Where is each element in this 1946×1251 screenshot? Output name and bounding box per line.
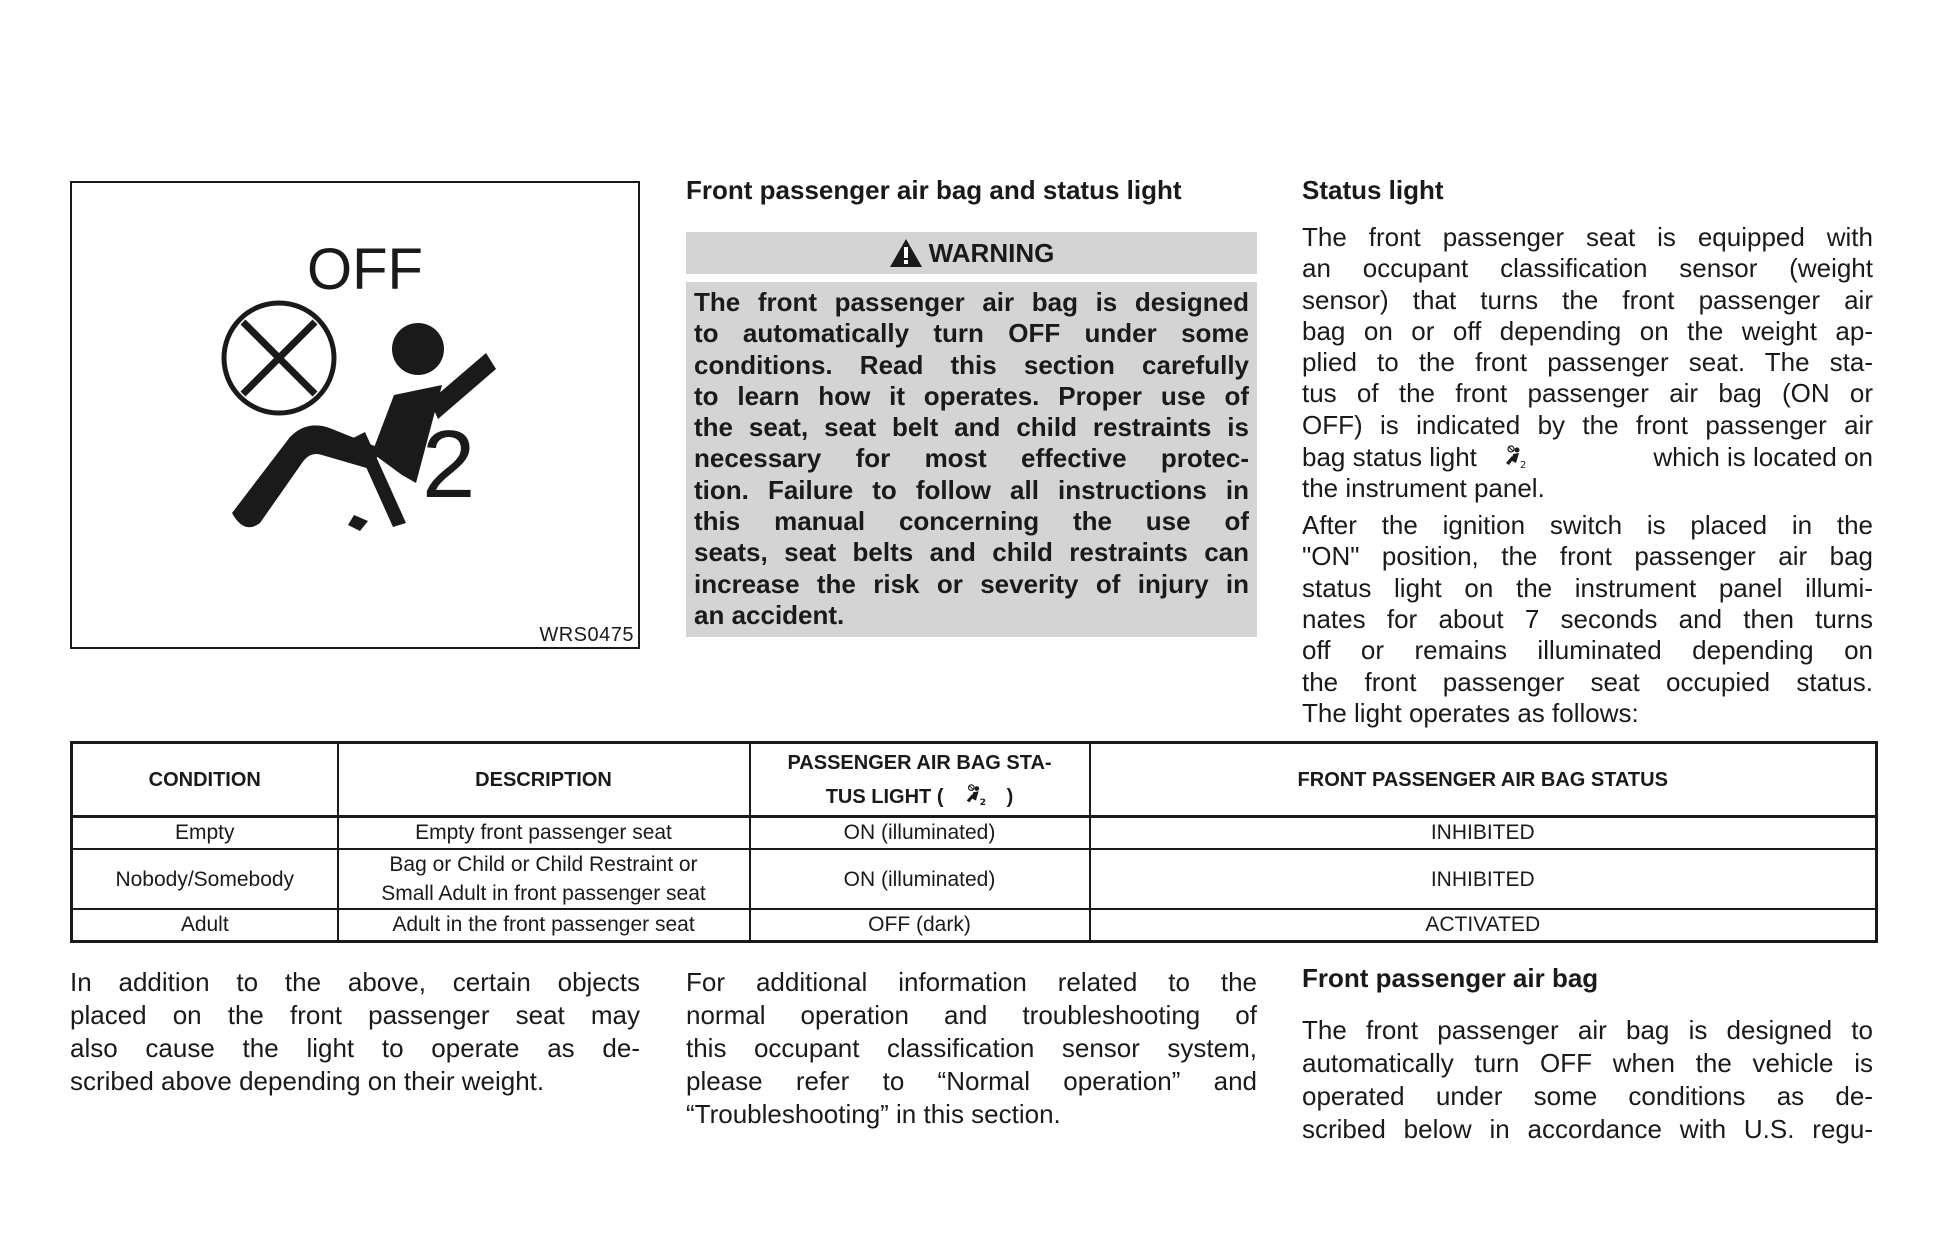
section-heading-front-passenger: Front passenger air bag and status light [686, 175, 1182, 205]
warning-line: tion. Failure to follow all instructions in [694, 474, 1249, 505]
header-light-line1: PASSENGER AIR BAG STA- [787, 751, 1052, 774]
text-line: also cause the light to operate as de- [70, 1033, 640, 1063]
table-header-row [72, 743, 1877, 817]
warning-line: an accident. [694, 599, 845, 630]
warning-line: conditions. Read this section carefully [694, 349, 1249, 380]
cell-description-line1: Bag or Child or Child Restraint or [389, 853, 698, 876]
airbag-status-table [70, 741, 1878, 943]
warning-line: to learn how it operates. Proper use of [694, 380, 1249, 411]
text-line-with-icon [1302, 441, 1873, 474]
cell-status: INHIBITED [1090, 849, 1877, 909]
cell-description-line2: Small Adult in front passenger seat [381, 882, 706, 905]
text-line: status light on the instrument panel illumi- [1302, 572, 1873, 603]
warning-triangle-icon [889, 238, 923, 268]
warning-line: necessary for most effective protec- [694, 443, 1249, 474]
bottom-left-paragraph [70, 966, 640, 1098]
section-heading-status-light: Status light [1302, 175, 1444, 205]
text-line: operated under some conditions as de- [1302, 1081, 1873, 1111]
text-line: the instrument panel. [1302, 473, 1545, 504]
off-label: OFF [307, 237, 423, 302]
text-line: the front passenger seat occupied status. [1302, 666, 1873, 697]
header-airbag-status: FRONT PASSENGER AIR BAG STATUS [1090, 743, 1877, 817]
text-line: scribed above depending on their weight. [70, 1066, 545, 1096]
bottom-right-paragraph [1302, 1014, 1873, 1146]
bottom-middle-paragraph [686, 966, 1257, 1131]
cell-light: OFF (dark) [750, 909, 1090, 942]
cell-condition: Empty [72, 817, 338, 850]
text-line: The front passenger air bag is designed to [1302, 1015, 1873, 1045]
cell-description [338, 849, 750, 909]
text-line: After the ignition switch is placed in the [1302, 510, 1873, 541]
text-line: OFF) is indicated by the front passenger air [1302, 409, 1873, 440]
cell-description: Empty front passenger seat [338, 817, 750, 850]
cell-status: INHIBITED [1090, 817, 1877, 850]
text-line: “Troubleshooting” in this section. [686, 1099, 1061, 1129]
status-light-paragraph-1 [1302, 222, 1873, 729]
warning-line: the seat, seat belt and child restraints is [694, 412, 1249, 443]
text-line: For additional information related to the [686, 967, 1257, 997]
svg-text:2: 2 [1520, 460, 1527, 471]
table-row [72, 849, 1877, 909]
text-line: In addition to the above, certain objects [70, 967, 640, 997]
table-row [72, 909, 1877, 942]
warning-line: to automatically turn OFF under some [694, 318, 1249, 349]
passenger-airbag-status-icon [963, 783, 987, 807]
text-line: tus of the front passenger air bag (ON or [1302, 378, 1873, 409]
number-label: 2 [422, 411, 476, 518]
header-description: DESCRIPTION [338, 743, 750, 817]
text-line: sensor) that turns the front passenger air [1302, 284, 1873, 315]
text-line: automatically turn OFF when the vehicle is [1302, 1048, 1873, 1078]
warning-title: WARNING [928, 237, 1055, 268]
svg-text:2: 2 [979, 796, 987, 807]
text-line: off or remains illuminated depending on [1302, 635, 1873, 666]
text-line: placed on the front passenger seat may [70, 1000, 640, 1030]
cell-condition: Adult [72, 909, 338, 942]
cell-light: ON (illuminated) [750, 817, 1090, 850]
text-line: "ON" position, the front passenger air bag [1302, 541, 1873, 572]
cell-description: Adult in the front passenger seat [338, 909, 750, 942]
text-fragment: bag status light [1302, 442, 1477, 473]
text-line: this occupant classification sensor system, [686, 1033, 1257, 1063]
text-line: please refer to “Normal operation” and [686, 1066, 1257, 1096]
passenger-airbag-status-icon [1502, 444, 1528, 470]
warning-header [686, 232, 1257, 274]
cell-condition: Nobody/Somebody [72, 849, 338, 909]
text-line: bag on or off depending on the weight ap- [1302, 315, 1873, 346]
header-light-line2-before: TUS LIGHT ( [825, 785, 944, 808]
section-heading-front-passenger-airbag: Front passenger air bag [1302, 963, 1599, 993]
text-line: normal operation and troubleshooting of [686, 1000, 1257, 1030]
warning-line: seats, seat belts and child restraints can [694, 537, 1249, 568]
figure-code: WRS0475 [539, 624, 634, 646]
cell-light: ON (illuminated) [750, 849, 1090, 909]
text-line: The light operates as follows: [1302, 697, 1639, 728]
text-line: scribed below in accordance with U.S. regu- [1302, 1114, 1873, 1144]
airbag-off-figure [70, 181, 640, 649]
text-line: The front passenger seat is equipped with [1302, 222, 1873, 252]
header-light-line2-after: ) [1006, 785, 1014, 808]
text-line: nates for about 7 seconds and then turns [1302, 603, 1873, 634]
cell-status: ACTIVATED [1090, 909, 1877, 942]
text-line: an occupant classification sensor (weight [1302, 253, 1873, 284]
header-status-light [750, 743, 1090, 817]
warning-body [686, 282, 1257, 637]
warning-line: The front passenger air bag is designed [694, 287, 1249, 317]
text-fragment: which is located on [1653, 442, 1873, 473]
text-line: plied to the front passenger seat. The sta- [1302, 347, 1873, 378]
warning-line: this manual concerning the use of [694, 506, 1249, 537]
header-condition: CONDITION [72, 743, 338, 817]
warning-line: increase the risk or severity of injury in [694, 568, 1249, 599]
table-row [72, 817, 1877, 850]
